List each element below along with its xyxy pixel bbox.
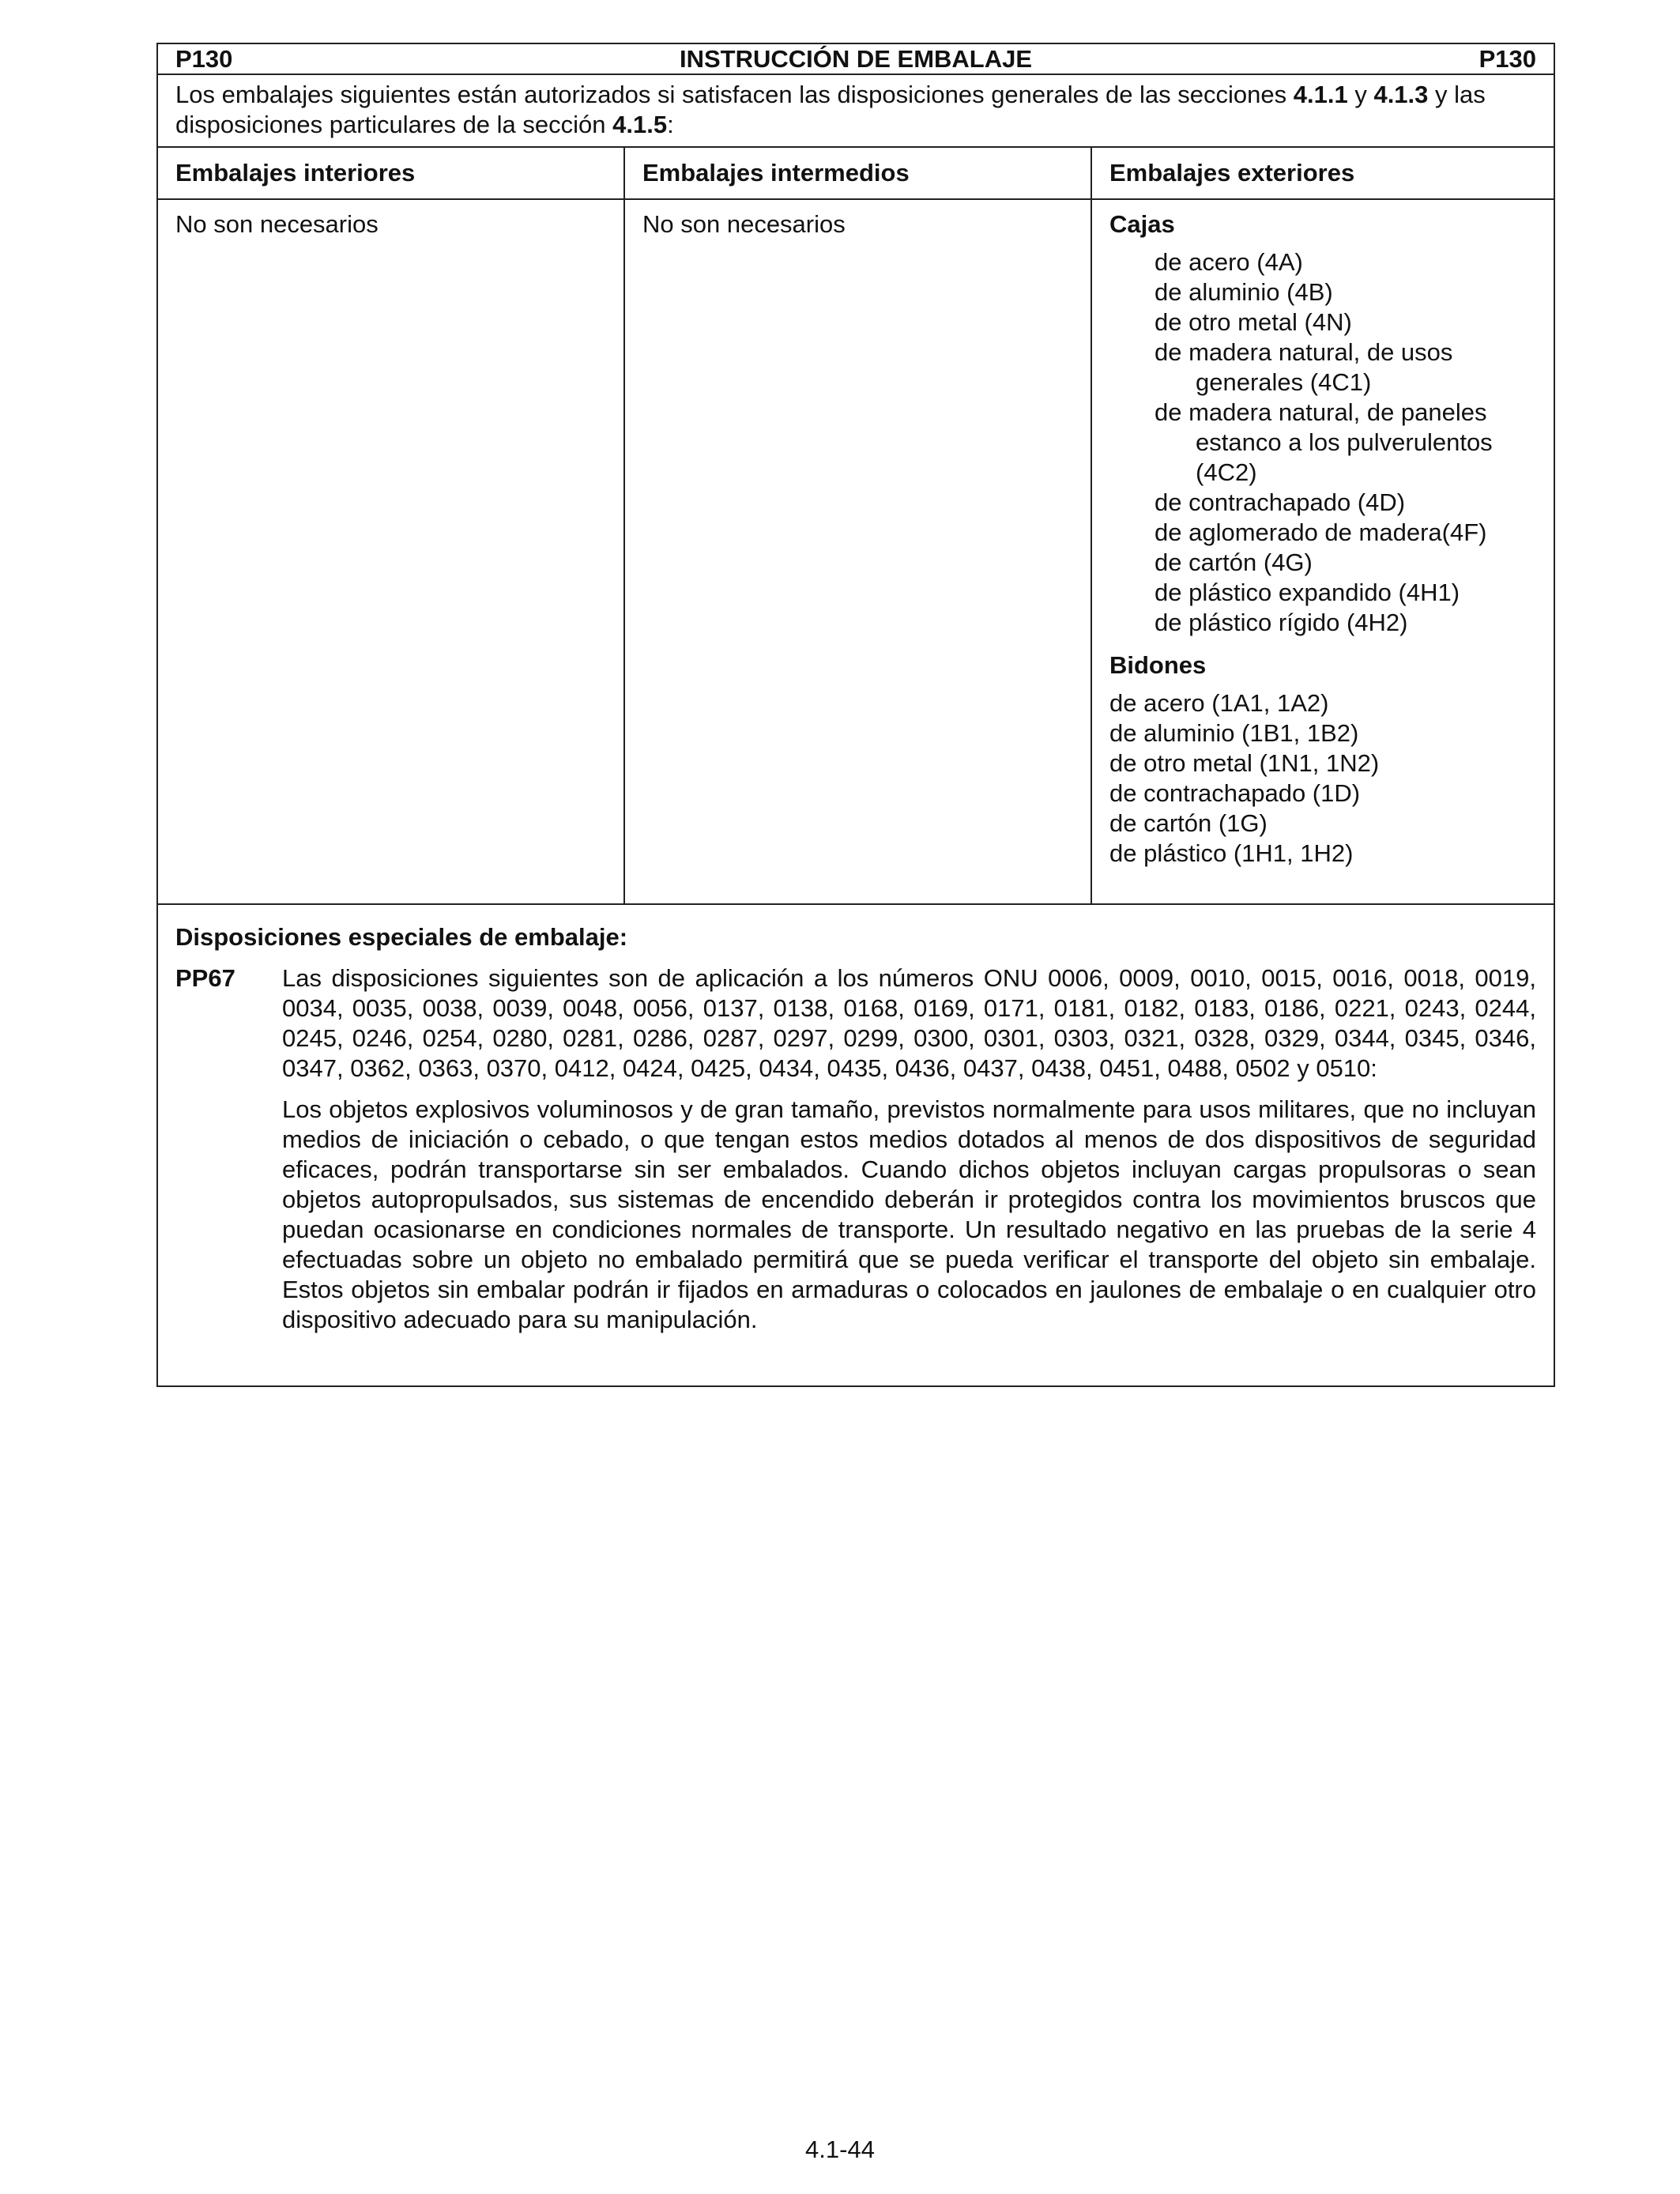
drums-title: Bidones (1109, 651, 1207, 679)
provision-text (282, 963, 1536, 1346)
list-item: de contrachapado (4D) (1155, 488, 1406, 516)
list-item: de acero (1A1, 1A2) (1109, 689, 1329, 717)
section-ref: 4.1.1 (1293, 81, 1348, 108)
intro-text: : (667, 111, 674, 138)
spacer (1109, 638, 1536, 650)
section-ref: 4.1.5 (612, 111, 668, 138)
intro-text: y (1347, 81, 1374, 108)
list-item: de cartón (4G) (1155, 548, 1313, 576)
instruction-title: INSTRUCCIÓN DE EMBALAJE (679, 44, 1033, 73)
instruction-code-left: P130 (175, 44, 233, 73)
special-provisions-title: Disposiciones especiales de embalaje: (175, 923, 628, 951)
provision-paragraph: Las disposiciones siguientes son de aplicación a los números ONU 0006, 0009, 0010, 0015, 0016, 0018, 0019, 0034, 0035, 0038, 0039, 0048, 0056, 0137, 0138, 0168, 0169, 0171, 0181, 0182, 0183, 0186, 0221, 0243, 0244, 0245, 0246, 0254, 0280, 0281, 0286, 0287, 0297, 0299, 0300, 0301, 0303, 0321, 0328, 0329, 0344, 0345, 0346, 0347, 0362, 0363, 0370, 0412, 0424, 0425, 0434, 0435, 0436, 0437, 0438, 0451, 0488, 0502 y 0510: (282, 964, 1536, 1082)
special-provision (175, 963, 1536, 1346)
list-item: de aluminio (4B) (1155, 278, 1333, 306)
boxes-title: Cajas (1109, 210, 1175, 238)
intro-text: y las disposiciones particulares de la sección (175, 81, 1486, 138)
intermediate-packagings-value: No son necesarios (642, 210, 846, 238)
section-ref: 4.1.3 (1373, 81, 1429, 108)
intro-paragraph (158, 75, 1554, 148)
list-item: de otro metal (1N1, 1N2) (1109, 749, 1380, 777)
intro-text: Los embalajes siguientes están autorizados si satisfacen las disposiciones generales de las secciones (175, 81, 1294, 108)
column-body (158, 200, 1554, 905)
inner-packagings-value: No son necesarios (175, 210, 379, 238)
list-item: de aglomerado de madera(4F) (1155, 518, 1487, 546)
provision-paragraph: Los objetos explosivos voluminosos y de gran tamaño, previstos normalmente para usos militares, que no incluyan medios de iniciación o cebado, o que tengan estos medios dotados al menos de dos dispositivos de seguridad eficaces, podrán transportarse sin ser embalados. Cuando dichos objetos incluyan cargas propulsoras o sean objetos autopropulsados, sus sistemas de encendido deberán ir protegidos contra los movimientos bruscos que puedan ocasionarse en condiciones normales de transporte. Un resultado negativo en las pruebas de la serie 4 efectuadas sobre un objeto no embalado permitirá que se pueda verificar el transporte del objeto sin embalaje. Estos objetos sin embalar podrán ir fijados en armaduras o colocados en jaulones de embalaje o en cualquier otro dispositivo adecuado para su manipulación. (282, 1095, 1536, 1333)
list-item: de otro metal (4N) (1155, 308, 1352, 336)
packing-instruction-table (156, 43, 1555, 1387)
provision-code: PP67 (175, 964, 235, 992)
list-item: de acero (4A) (1155, 248, 1303, 276)
list-item: de plástico rígido (4H2) (1155, 609, 1408, 636)
outer-packagings-header: Embalajes exteriores (1109, 159, 1355, 187)
table-header (158, 44, 1554, 75)
instruction-code-right: P130 (1478, 44, 1536, 73)
list-item: de contrachapado (1D) (1109, 779, 1361, 807)
page-number: 4.1-44 (805, 2136, 875, 2163)
inner-packagings-cell (158, 200, 625, 903)
special-provisions-section (158, 905, 1554, 1385)
list-item: de madera natural, de usos generales (4C1) (1155, 338, 1453, 396)
list-item: de aluminio (1B1, 1B2) (1109, 719, 1359, 747)
list-item: de plástico (1H1, 1H2) (1109, 839, 1354, 867)
intermediate-packagings-header: Embalajes intermedios (625, 148, 1092, 198)
list-item: de plástico expandido (4H1) (1155, 579, 1460, 606)
outer-packagings-cell (1092, 200, 1554, 903)
column-headers (158, 148, 1554, 200)
inner-packagings-header: Embalajes interiores (158, 148, 625, 198)
list-item: de madera natural, de paneles estanco a los pulverulentos (4C2) (1155, 398, 1493, 486)
list-item: de cartón (1G) (1109, 809, 1268, 837)
intermediate-packagings-cell (625, 200, 1092, 903)
